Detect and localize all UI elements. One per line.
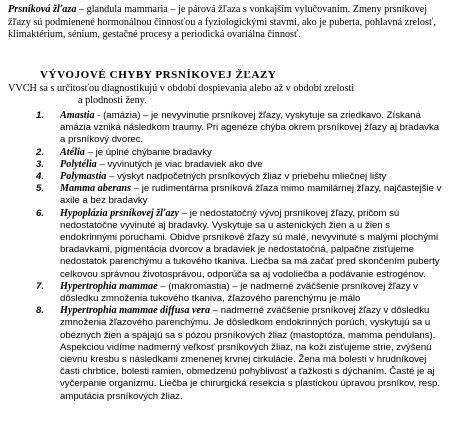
vvch-line-2: a plodnosti ženy. (78, 95, 147, 107)
list-item-description: - (amázia) – je nevyvinutie prsníkovej žľazy, vyskytuje sa zriedkavo. Získaná amázia vzniká následkom traumy. Pri agenéze chýba okrem prsníkovej žľazy aj bradavka a prsníkový dvorec. (60, 110, 440, 146)
list-item-term: Amastia (60, 110, 95, 121)
list-item-number: 2. (36, 146, 45, 158)
list-item-term: Hypoplázia prsníkovej žľazy (60, 207, 180, 219)
list-item-description: – je rudimentárna prsníková žľaza mimo mamilárnej žľazy, najčastejšie v axile a bez bradavky (60, 183, 442, 207)
defects-list (8, 110, 446, 403)
intro-paragraph (8, 4, 444, 42)
list-item-term: Polytélia (60, 158, 97, 170)
list-item-description: – (makromastia) – je nadmerné zväčšenie prsníkovej žľazy v dôsledku zmnoženia tukového tkaniva, žľazového parenchýmu je málo (60, 280, 418, 305)
intro-term: Prsníková žľaza (8, 4, 77, 15)
list-item-number: 5. (36, 183, 45, 195)
list-item-number: 6. (36, 207, 45, 219)
list-item (8, 159, 446, 171)
list-item-term: Hypertrophia mammae (60, 280, 158, 292)
section-heading: VÝVOJOVÉ CHYBY PRSNÍKOVEJ ŽĽAZY (40, 69, 277, 81)
list-item-term: Mamma aberans (60, 183, 132, 195)
list-item-description: – nadmerné zväčšenie prsníkovej žľazy v dôsledku zmnoženia žľazového parenchýmu. Je dôsledkom endokrinných porúch, vyskytujú sa u obéznych žien a spájajú sa s pózou prsníkových žliaz (mastoptóza, mamma pendulans). Aspekciou vidíme nadmerný veľkosť prsníkových žliaz, na koži zisťujeme strie, zvýšenú cievnu kresbu s následkami zmenenej krvnej cirkulácie. Žena má bolesti v hrudníkovej časti chrbtice, bolesti ramien, obmedzenú pohyblivosť a ťažkosti s dýchaním. Časté je aj vyčerpanie organizmu. Liečba je chirurgická resekcia s plastickou úpravou prsníkov, resp. amputácia prsníkových žliaz. (60, 305, 441, 402)
list-item (8, 208, 446, 281)
list-item (8, 183, 446, 207)
list-item-term: Polymastia (60, 171, 107, 183)
list-item (8, 147, 446, 159)
list-item-number: 3. (36, 158, 45, 170)
list-item (8, 171, 446, 183)
list-item-term: Hypertrophia mammae diffusa vera (60, 305, 211, 317)
vvch-paragraph (8, 83, 444, 108)
list-item-term: Atélia (60, 146, 85, 158)
list-item (8, 305, 446, 403)
list-item-number: 8. (36, 305, 45, 317)
list-item-number: 7. (36, 280, 45, 292)
intro-text: – glandula mammaria – je párová žľaza s vonkajším vylučovaním. Zmeny prsníkovej žľazy sú podmienené hormonálnou činnosťou a fyziologickými stavmi, ako je puberta, pohlavná zrelosť, klimaktérium, sénium, gestačné procesy a periodická ovariálna činnosť. (8, 4, 436, 41)
list-item (8, 110, 446, 147)
list-item-description: – je nedostatočný vývoj prsníkovej žľazy, pričom sú nedostatočne vyvinuté aj bradavky. Vyskytuje sa u astenických žien a u žien s endokrinnými poruchami. Obidve prsníkové žľazy sú malé, nevyvinuté s malými plochými bradavkami, pigmentácia dvorcov a bradaviek je nedostatočná, palpačne zisťujeme nedostatok parenchýmu a tukového tkaniva. Liečba sa má začať pred skončením puberty celkovou správnou životosprávou, odporúča sa aj vodoliečba a podávanie estrogénov. (60, 207, 440, 280)
list-item-number: 4. (36, 171, 45, 183)
list-item-number: 1. (36, 110, 45, 121)
list-item-description: – vyvinutých je viac bradaviek ako dve (96, 158, 263, 170)
list-item (8, 281, 446, 305)
list-item-description: – je úplné chýbanie bradavky (84, 146, 212, 158)
vvch-line-1: VVCH sa s určitosťou diagnostikujú v období dospievania alebo až v období zrelosti (8, 83, 355, 94)
list-item-description: – výskyt nadpočetných prsníkových žliaz v priebehu mliečnej lišty (106, 171, 387, 183)
